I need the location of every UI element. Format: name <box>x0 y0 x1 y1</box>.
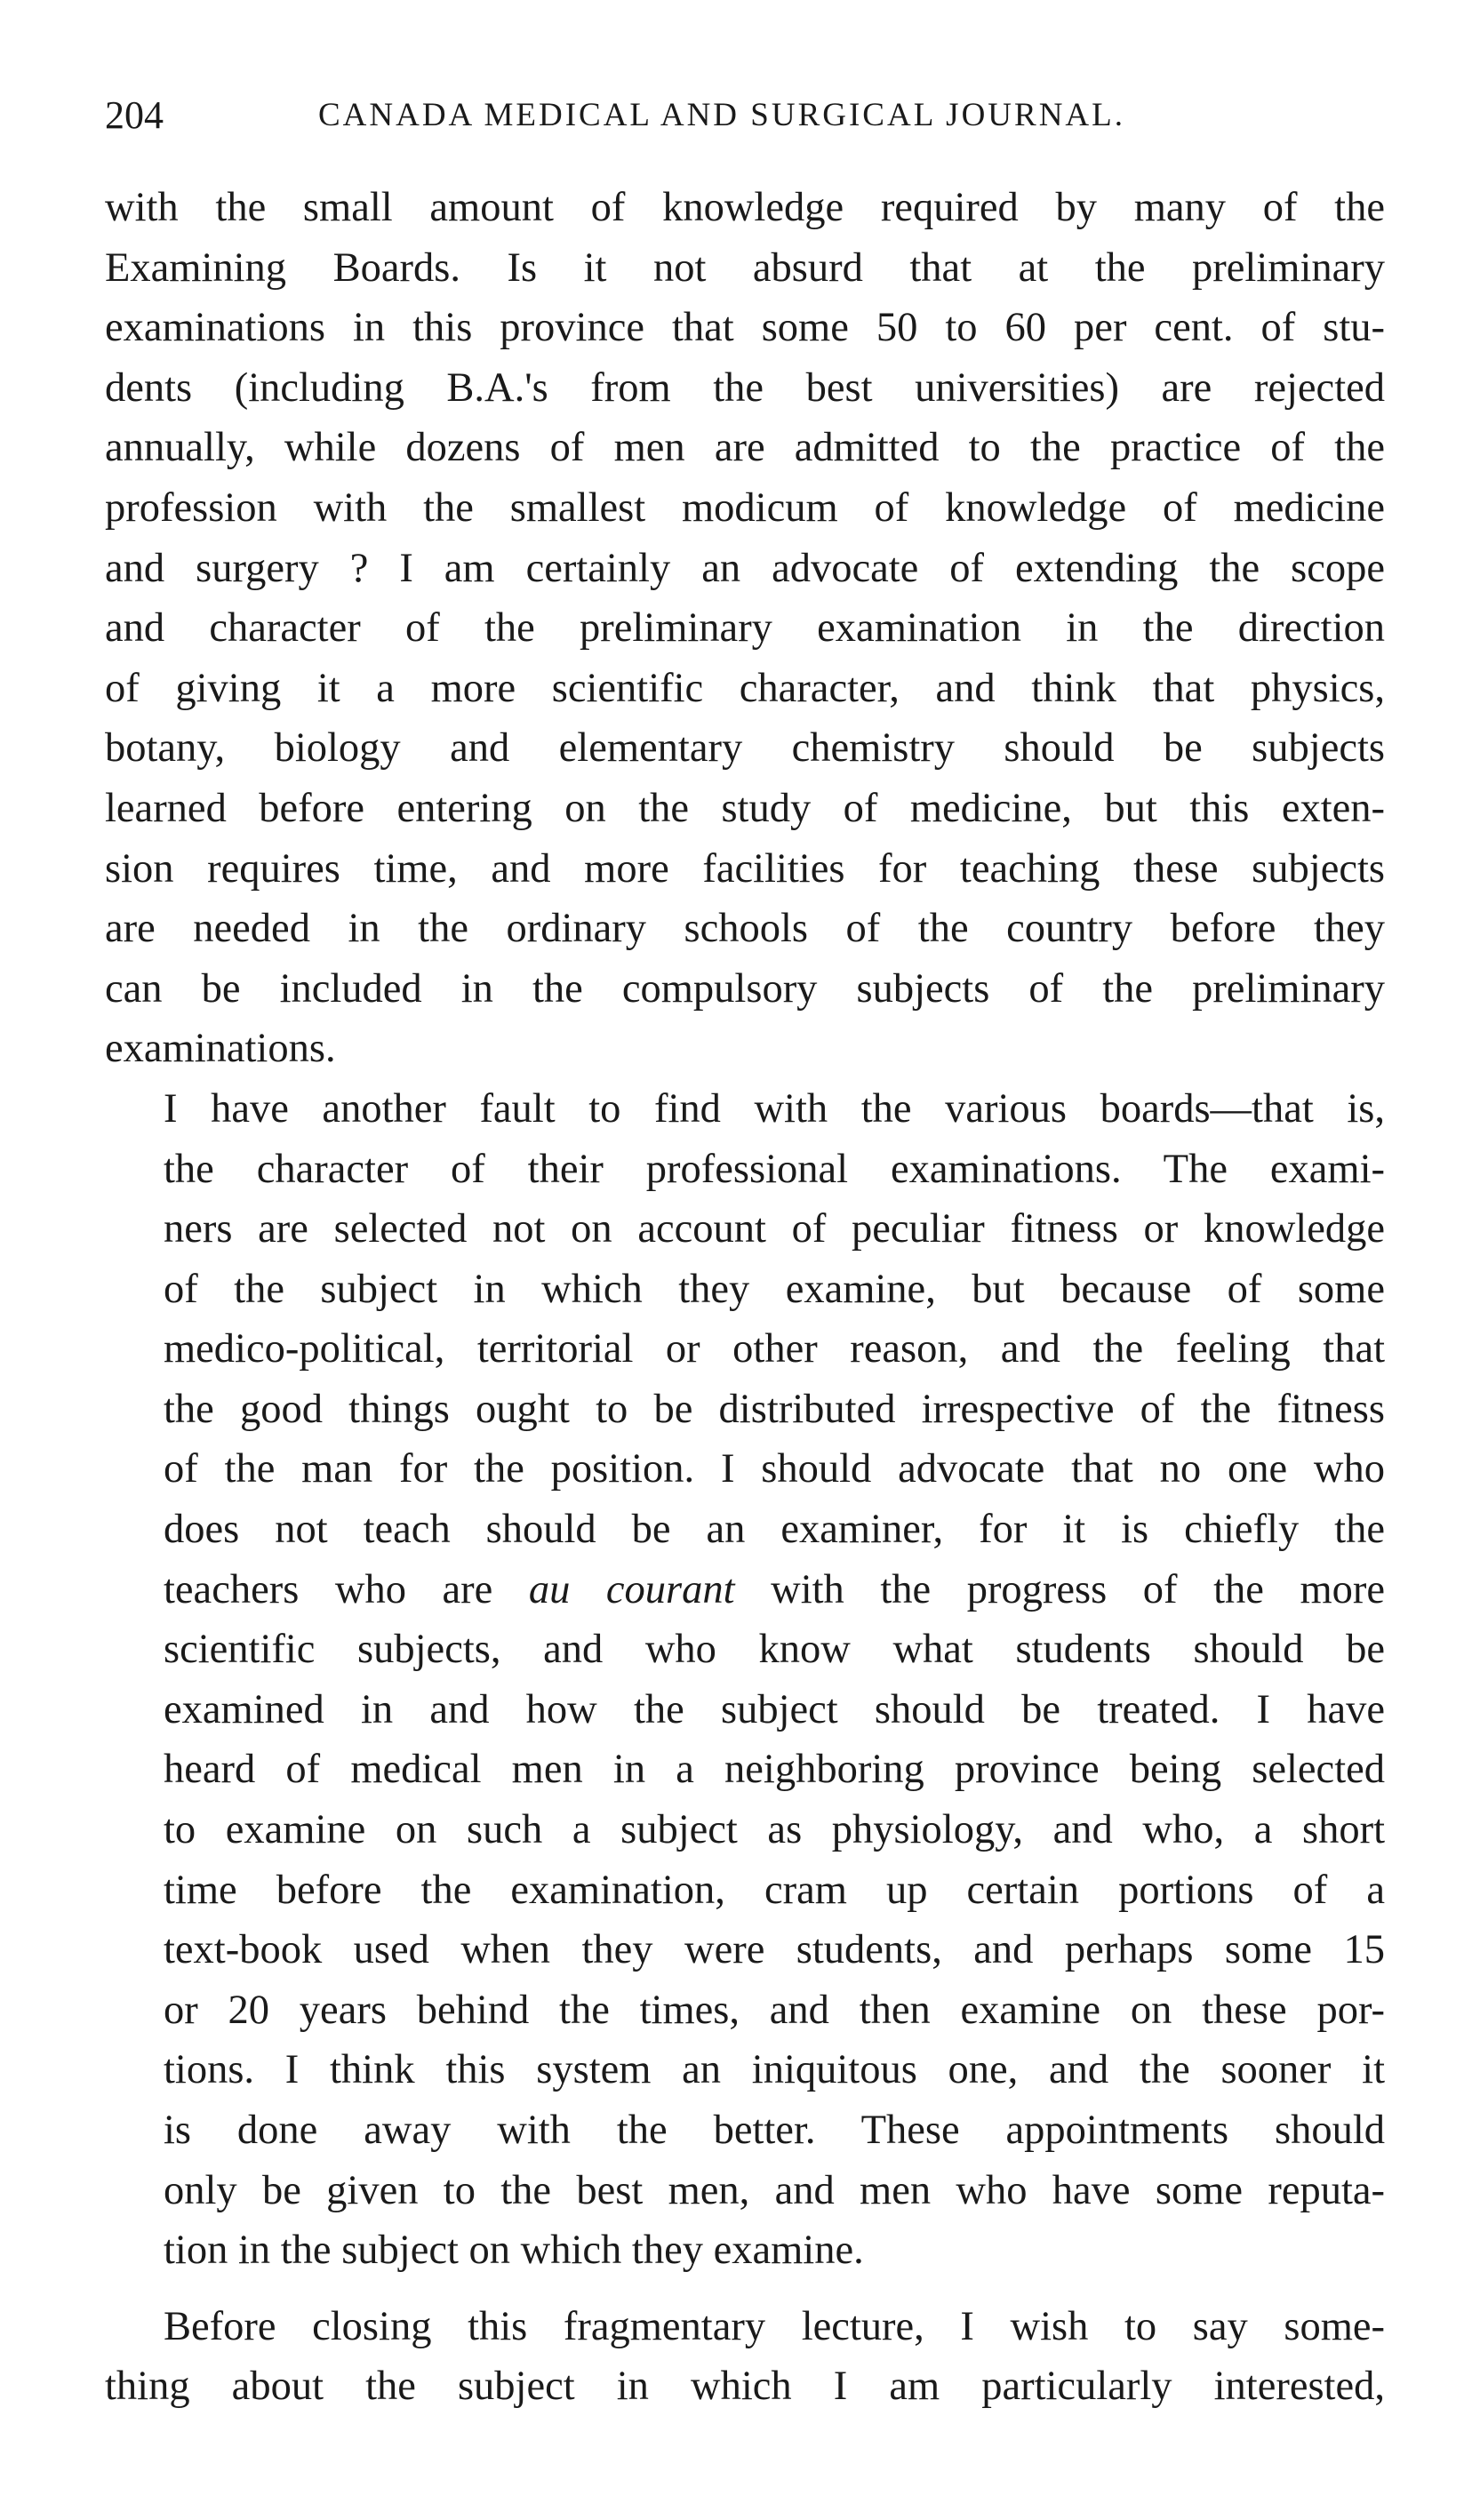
text-line: profession with the smallest modicum of knowledge of medicine <box>105 484 1385 531</box>
text-line: tion in the subject on which they examine. <box>164 2228 864 2274</box>
text-line: can be included in the compulsory subjects of the preliminary <box>105 965 1385 1012</box>
text-line: time before the examination, cram up certain portions of a <box>164 1867 1385 1913</box>
text-line: does not teach should be an examiner, for it is chiefly the <box>164 1507 1385 1553</box>
text-line: with the small amount of knowledge required by many of the <box>105 185 1385 230</box>
text-line: medico-political, territorial or other reason, and the feeling that <box>164 1326 1385 1372</box>
text-line: of the man for the position. I should advocate that no one who <box>164 1446 1385 1492</box>
text-line: to examine on such a subject as physiology, and who, a short <box>164 1807 1385 1853</box>
running-header <box>105 89 1385 142</box>
text-line: tions. I think this system an iniquitous one, and the sooner it <box>164 2047 1385 2093</box>
text-line: is done away with the better. These appointments should <box>164 2108 1385 2153</box>
italic-phrase: au courant <box>528 1566 735 1612</box>
text-line: scientific subjects, and who know what students should be <box>164 1627 1385 1673</box>
text-line: heard of medical men in a neighboring province being selected <box>164 1747 1385 1793</box>
text-line: of giving it a more scientific character, and think that physics, <box>105 665 1385 711</box>
paragraph-1 <box>105 178 1385 1079</box>
text-line: Before closing this fragmentary lecture, I wish to say some- <box>164 2303 1385 2349</box>
text-line: and character of the preliminary examination in the direction <box>105 605 1385 652</box>
text-line: I have another fault to find with the various boards—that is, <box>164 1085 1385 1132</box>
text-line: of the subject in which they examine, but because of some <box>164 1266 1385 1312</box>
text-line: Examining Boards. Is it not absurd that at the preliminary <box>105 244 1385 291</box>
text-line: the good things ought to be distributed irrespective of the fitness <box>164 1386 1385 1432</box>
body-text <box>105 178 1385 2417</box>
text-line: only be given to the best men, and men who have some reputa- <box>164 2167 1385 2213</box>
text-line: thing about the subject in which I am particularly interested, <box>105 2364 1385 2410</box>
text-line: are needed in the ordinary schools of the country before they <box>105 906 1385 952</box>
text-line-with-italic <box>105 1560 1385 1620</box>
text-segment: with the progress of the more <box>771 1566 1386 1612</box>
paragraph-2 <box>105 1079 1385 2281</box>
text-line: learned before entering on the study of medicine, but this exten- <box>105 785 1385 831</box>
text-line: examined in and how the subject should be treated. I have <box>164 1686 1385 1732</box>
paragraph-3 <box>105 2297 1385 2417</box>
text-line: or 20 years behind the times, and then examine on these por- <box>164 1987 1385 2033</box>
text-line: examinations in this province that some 50 to 60 per cent. of stu- <box>105 305 1385 351</box>
text-line: examinations. <box>105 1026 336 1072</box>
text-segment: teachers who are <box>164 1566 493 1612</box>
text-line: dents (including B.A.'s from the best universities) are rejected <box>105 364 1385 411</box>
text-line: botany, biology and elementary chemistry should be subjects <box>105 725 1385 772</box>
text-line: ners are selected not on account of peculiar fitness or knowledge <box>164 1206 1385 1252</box>
page-number: 204 <box>105 93 164 137</box>
journal-title: CANADA MEDICAL AND SURGICAL JOURNAL. <box>318 97 1125 133</box>
text-line: text-book used when they were students, and perhaps some 15 <box>164 1927 1385 1973</box>
text-line: the character of their professional examinations. The exami- <box>164 1146 1385 1192</box>
text-line: and surgery ? I am certainly an advocate of extending the scope <box>105 545 1385 591</box>
text-line: annually, while dozens of men are admitted to the practice of the <box>105 425 1385 471</box>
text-line: sion requires time, and more facilities for teaching these subjects <box>105 845 1385 892</box>
